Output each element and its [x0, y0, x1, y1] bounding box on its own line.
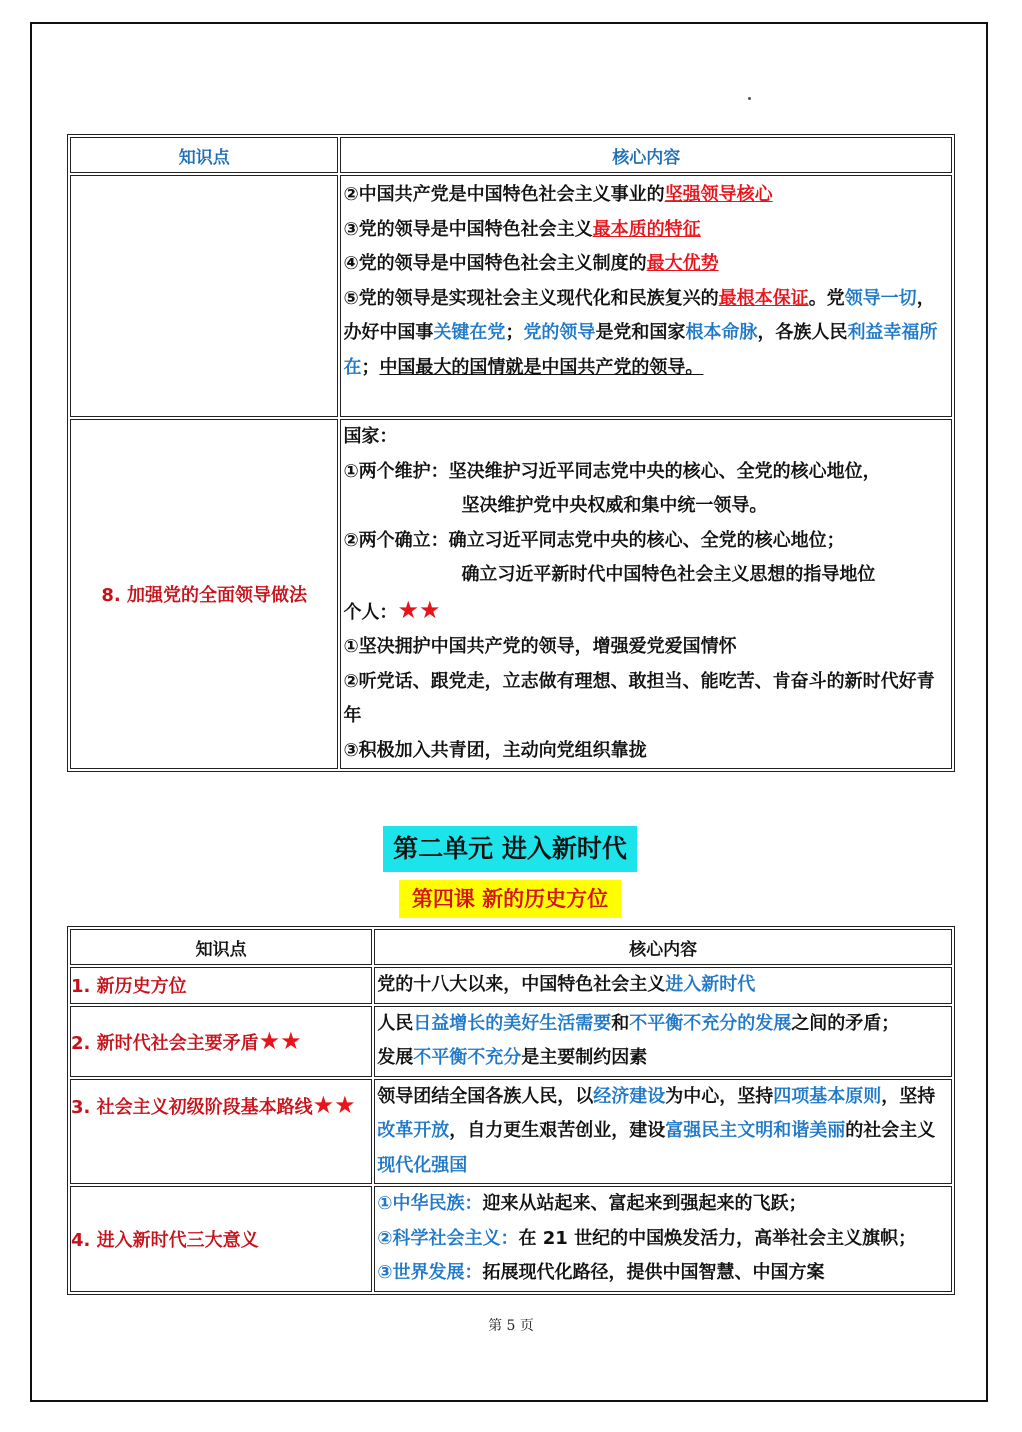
core-content-cell — [340, 175, 952, 417]
knowledge-point-cell: 3. 社会主义初级阶段基本路线★★ — [70, 1079, 372, 1185]
content-paragraph: ②听党话、跟党走，立志做有理想、敢担当、能吃苦、肯奋斗的新时代好青年 — [343, 670, 935, 726]
table-row — [70, 419, 952, 769]
content-line: ③世界发展：拓展现代化路径，提供中国智慧、中国方案 — [377, 1262, 825, 1283]
core-content-cell — [374, 1079, 952, 1185]
star-icon: ★★ — [258, 1027, 302, 1055]
header-core-content: 核心内容 — [374, 929, 952, 965]
stray-dot — [748, 97, 751, 100]
knowledge-point-cell: 2. 新时代社会主要矛盾★★ — [70, 1006, 372, 1077]
knowledge-point-cell-empty — [70, 175, 338, 417]
table-row — [70, 1079, 952, 1185]
content-line: 确立习近平新时代中国特色社会主义思想的指导地位 — [461, 564, 876, 585]
table-row — [70, 1006, 952, 1077]
table-row — [70, 175, 952, 417]
unit-title: 第二单元 进入新时代 — [383, 826, 637, 872]
table-header-row — [70, 137, 952, 173]
content-line: ②中国共产党是中国特色社会主义事业的坚强领导核心 — [343, 184, 773, 205]
content-line: 发展不平衡不充分是主要制约因素 — [377, 1047, 648, 1068]
content-line: ②科学社会主义：在 21 世纪的中国焕发活力，高举社会主义旗帜； — [377, 1227, 917, 1249]
header-core-content: 核心内容 — [340, 137, 952, 173]
lesson-title: 第四课 新的历史方位 — [399, 880, 621, 918]
content-line: ①坚决拥护中国共产党的领导，增强爱党爱国情怀 — [343, 636, 737, 657]
page-number: 第 5 页 — [488, 1318, 534, 1334]
core-content-cell — [340, 419, 952, 769]
content-line: 个人：★★ — [343, 595, 441, 624]
table-header-row — [70, 929, 952, 965]
content-paragraph: ⑤党的领导是实现社会主义现代化和民族复兴的最根本保证。党领导一切，办好中国事关键在党；党的领导是党和国家根本命脉，各族人民利益幸福所在；中国最大的国情就是中国共产党的领导。 — [343, 287, 938, 378]
content-line: ①中华民族：迎来从站起来、富起来到强起来的飞跃； — [377, 1193, 807, 1214]
content-line: ①两个维护：坚决维护习近平同志党中央的核心、全党的核心地位， — [343, 460, 881, 482]
core-content-cell — [374, 1006, 952, 1077]
content-line: ②两个确立：确立习近平同志党中央的核心、全党的核心地位； — [343, 529, 845, 551]
content-line: 党的十八大以来，中国特色社会主义进入新时代 — [377, 974, 756, 995]
content-paragraph: 领导团结全国各族人民，以经济建设为中心，坚持四项基本原则，坚持改革开放，自力更生艰苦创业，建设富强民主文明和谐美丽的社会主义现代化强国 — [377, 1085, 936, 1176]
knowledge-point-cell: 8. 加强党的全面领导做法 — [70, 419, 338, 769]
header-knowledge-point: 知识点 — [70, 137, 338, 173]
content-line: 坚决维护党中央权威和集中统一领导。 — [461, 495, 768, 516]
header-knowledge-point: 知识点 — [70, 929, 372, 965]
table-row — [70, 1186, 952, 1292]
core-content-cell — [374, 967, 952, 1004]
content-line: ③积极加入共青团，主动向党组织靠拢 — [343, 739, 647, 761]
content-line: ③党的领导是中国特色社会主义最本质的特征 — [343, 218, 701, 240]
content-line: 国家： — [343, 426, 398, 447]
knowledge-table-2 — [67, 926, 955, 1295]
star-icon: ★★ — [312, 1090, 356, 1119]
knowledge-table-1 — [67, 134, 955, 772]
core-content-cell — [374, 1186, 952, 1292]
knowledge-point-cell: 4. 进入新时代三大意义 — [70, 1186, 372, 1292]
table-row — [70, 967, 952, 1004]
content-line: ④党的领导是中国特色社会主义制度的最大优势 — [343, 253, 719, 274]
knowledge-point-cell: 1. 新历史方位 — [70, 967, 372, 1004]
content-line: 人民日益增长的美好生活需要和不平衡不充分的发展之间的矛盾； — [377, 1012, 900, 1034]
star-icon: ★★ — [397, 595, 441, 624]
